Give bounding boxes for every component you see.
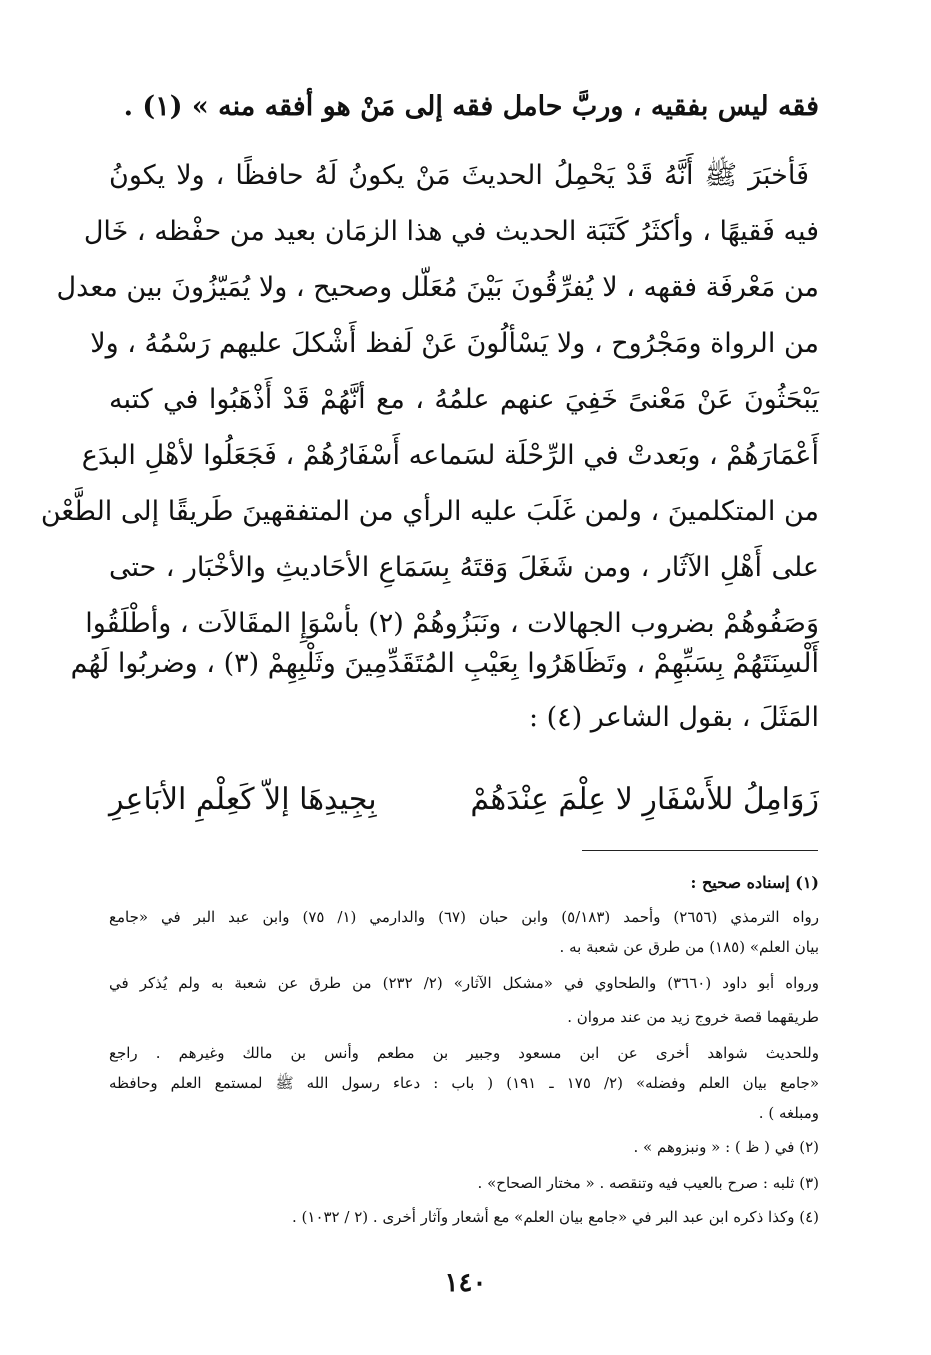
body-line-6: أَعْمَارَهُمْ ، وبَعدتْ في الرِّحْلَة لسَماعه أَسْفَارُهُمْ ، فَجَعَلُوا لأهْلِ البدَع bbox=[81, 440, 819, 471]
top-text-line: فقه ليس بفقيه ، وربَّ حامل فقه إلى مَنْ هو أفقه منه » (١) . bbox=[123, 91, 819, 122]
footnote-4: (٤) وكذا ذكره ابن عبد البر في «جامع بيان العلم» مع أشعار وآثار أخرى . (٢ / ١٠٣٢) . bbox=[292, 1208, 819, 1226]
body-line-3: من مَعْرفَة فقهه ، لا يُفرِّقُونَ بَيْنَ مُعَلّل وصحيح ، ولا يُمَيّزُونَ بين معدل bbox=[56, 272, 819, 303]
footnote-1-line-5: وللحديث شواهد أخرى عن ابن مسعود وجبير بن مطعم وأنس بن مالك وغيرهم . راجع bbox=[109, 1044, 819, 1062]
body-line-2: فيه فَقيهًا ، وأكثَرُ كَتَبَة الحديث في هذا الزمَان بعيد من حفْظه ، خَال bbox=[83, 216, 819, 247]
footnote-2: (٢) في ( ظ ) : « ونبزوهم » . bbox=[633, 1138, 819, 1156]
footnote-1-line-7: ومبلغه ) . bbox=[758, 1104, 819, 1122]
body-line-10: أَلْسِنَتَهُمْ بِسَبِّهِمْ ، وتَظَاهَرُوا بِعَيْبِ المُتَقَدِّمِينَ وثَلْبِهِمْ (٣) ، وضربُوا لَهُم bbox=[70, 648, 819, 679]
footnote-divider bbox=[582, 850, 818, 851]
footnote-1-line-6: «جامع بيان العلم وفضله» (٢/ ١٧٥ ـ ١٩١) ( باب : دعاء رسول الله ﷺ لمستمع العلم وحافظه bbox=[109, 1074, 819, 1092]
poetry-verse bbox=[109, 770, 819, 830]
body-line-1: فَأخبَرَ ﷺ أَنَّهُ قَدْ يَحْمِلُ الحديثَ مَنْ يكونُ لَهُ حافظًا ، ولا يكونُ bbox=[109, 160, 809, 191]
verse-second-hemistich: بِجِيدِهَا إلاّ كَعِلْمِ الأبَاعِرِ bbox=[109, 782, 377, 817]
body-line-9: وَصَفُوهُمْ بضروب الجهالات ، ونَبَزُوهُمْ (٢) بأسْوَإِ المقَالاَت ، وأطْلَقُوا bbox=[85, 608, 819, 639]
page-number: ١٤٠ bbox=[444, 1268, 487, 1298]
footnote-1-heading: (١) إسناده صحيح : bbox=[690, 873, 819, 892]
body-line-5: يَبْحَثُونَ عَنْ مَعْنىً خَفِيَ عنهم علمُهُ ، مع أنَّهُمْ قَدْ أَذْهَبُوا في كتبه bbox=[109, 384, 819, 415]
footnote-1-line-1: رواه الترمذي (٢٦٥٦) وأحمد (٥/١٨٣) وابن حبان (٦٧) والدارمي (١/ ٧٥) وابن عبد البر في «جامع bbox=[109, 908, 819, 926]
body-line-8: على أَهْلِ الآثَار ، ومن شَغَلَ وَقتَهُ بِسَمَاعِ الأحَاديثِ والأخْبَار ، حتى bbox=[109, 552, 819, 583]
footnote-3: (٣) ثلبه : صرح بالعيب فيه وتنقصه . « مختار الصحاح» . bbox=[477, 1174, 819, 1192]
footnote-1-line-3: ورواه أبو داود (٣٦٦٠) والطحاوي في «مشكل الآثار» (٢/ ٢٣٢) من طرق عن شعبة به ولم يُذكر في bbox=[109, 974, 819, 992]
body-line-11: المَثَلَ ، بقول الشاعر (٤) : bbox=[528, 702, 819, 733]
verse-first-hemistich: زَوَامِلُ للأَسْفَارِ لا عِلْمَ عِنْدَهُمْ bbox=[470, 782, 819, 817]
footnote-1-line-4: طريقهما قصة خروج زيد من عند مروان . bbox=[567, 1008, 819, 1026]
body-line-4: من الرواة ومَجْرُوح ، ولا يَسْألُونَ عَنْ لَفظ أَشْكلَ عليهم رَسْمُهُ ، ولا bbox=[90, 328, 819, 359]
footnote-1-line-2: بيان العلم» (١٨٥) من طرق عن شعبة به . bbox=[559, 938, 819, 956]
body-line-7: من المتكلمينَ ، ولمن غَلَبَ عليه الرأي من المتفقهينَ طَريقًا إلى الطَّعْن bbox=[40, 496, 819, 527]
